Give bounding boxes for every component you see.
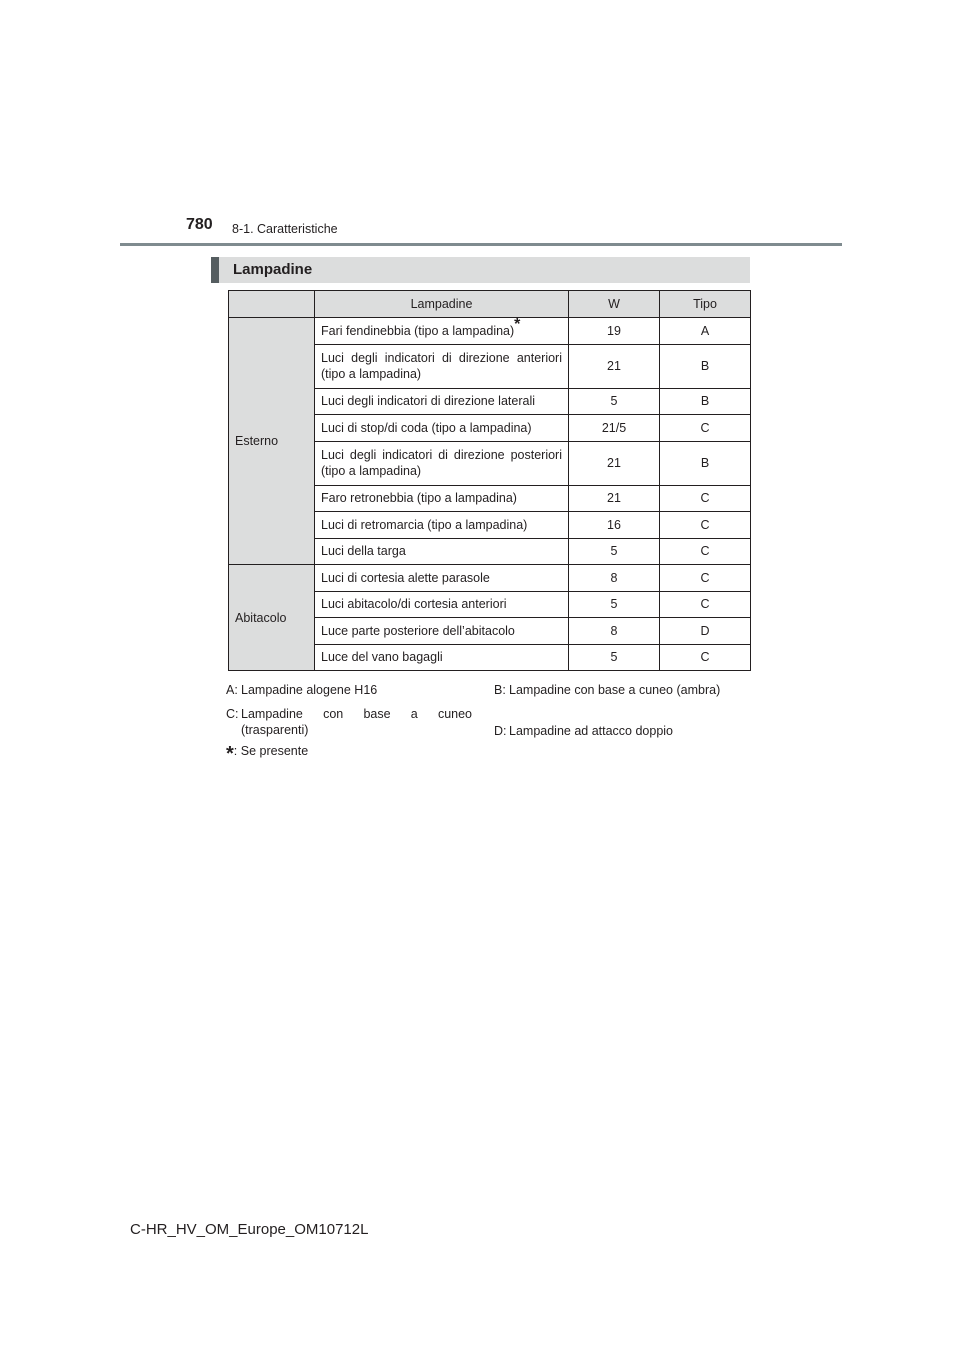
header-cell-lamp: Lampadine: [315, 291, 569, 318]
lamp-cell: [315, 315, 569, 345]
watt-cell: 5: [569, 591, 660, 618]
type-cell: B: [660, 344, 751, 388]
legend-key: A:: [226, 683, 238, 697]
legend-item-a: [226, 682, 472, 698]
legend-text: Lampadine con base a cuneo (ambra): [509, 683, 721, 697]
table-row: [229, 318, 751, 345]
header-cell-type: Tipo: [660, 291, 751, 318]
lamp-cell: Luce parte posteriore dell’abitacolo: [315, 618, 569, 645]
legend-key: C:: [226, 707, 239, 721]
lamp-name: Fari fendinebbia (tipo a lampadina): [321, 323, 515, 338]
watt-cell: 16: [569, 512, 660, 539]
lamp-cell: Luci di cortesia alette parasole: [315, 565, 569, 592]
watt-cell: 21: [569, 441, 660, 485]
legend-key: D:: [494, 724, 507, 738]
header-cell-group: [229, 291, 315, 318]
legend-key: B:: [494, 683, 506, 697]
lamp-cell: Luce del vano bagagli: [315, 644, 569, 671]
asterisk-symbol: *: [226, 743, 234, 765]
watt-cell: 5: [569, 388, 660, 415]
table-row: [229, 565, 751, 592]
legend-text: Lampadine con base a cuneo (trasparenti): [241, 707, 472, 737]
watt-cell: 21/5: [569, 415, 660, 442]
lamp-cell: Luci degli indicatori di direzione posteriori (tipo a lampadina): [315, 441, 569, 485]
lamp-cell: Luci della targa: [315, 538, 569, 565]
footnote: [226, 743, 308, 766]
group-cell-abitacolo: Abitacolo: [229, 565, 315, 671]
table-header-row: [229, 291, 751, 318]
lamp-cell: Luci abitacolo/di cortesia anteriori: [315, 591, 569, 618]
document-code: C-HR_HV_OM_Europe_OM10712L: [130, 1221, 369, 1238]
type-cell: C: [660, 644, 751, 671]
lamp-cell: Faro retronebbia (tipo a lampadina): [315, 485, 569, 512]
header-cell-watt: W: [569, 291, 660, 318]
legend-text: Lampadine ad attacco doppio: [509, 724, 674, 738]
lamp-cell: Luci di retromarcia (tipo a lampadina): [315, 512, 569, 539]
legend-item-c: [226, 706, 472, 738]
legend-text: Lampadine alogene H16: [241, 683, 378, 697]
lamp-cell: Luci degli indicatori di direzione laterali: [315, 388, 569, 415]
chapter-title: 8-1. Caratteristiche: [232, 222, 338, 236]
asterisk-mark: *: [514, 315, 521, 333]
type-cell: C: [660, 538, 751, 565]
watt-cell: 21: [569, 344, 660, 388]
page-number: 780: [186, 216, 213, 233]
watt-cell: 5: [569, 538, 660, 565]
bulb-table: [228, 290, 751, 671]
type-cell: B: [660, 441, 751, 485]
type-cell: A: [660, 318, 751, 345]
type-cell: D: [660, 618, 751, 645]
watt-cell: 21: [569, 485, 660, 512]
section-heading-bar: [211, 257, 750, 283]
watt-cell: 19: [569, 318, 660, 345]
watt-cell: 8: [569, 565, 660, 592]
type-cell: C: [660, 591, 751, 618]
lamp-cell: Luci degli indicatori di direzione anteriori (tipo a lampadina): [315, 344, 569, 388]
section-title: Lampadine: [233, 261, 313, 278]
watt-cell: 8: [569, 618, 660, 645]
type-cell: B: [660, 388, 751, 415]
legend-item-b: [494, 682, 740, 698]
type-cell: C: [660, 512, 751, 539]
header-divider: [120, 243, 842, 246]
lamp-cell: Luci di stop/di coda (tipo a lampadina): [315, 415, 569, 442]
group-cell-esterno: Esterno: [229, 318, 315, 565]
legend-item-d: [494, 723, 740, 739]
type-cell: C: [660, 485, 751, 512]
footnote-text: : Se presente: [233, 744, 309, 758]
watt-cell: 5: [569, 644, 660, 671]
type-cell: C: [660, 415, 751, 442]
type-cell: C: [660, 565, 751, 592]
